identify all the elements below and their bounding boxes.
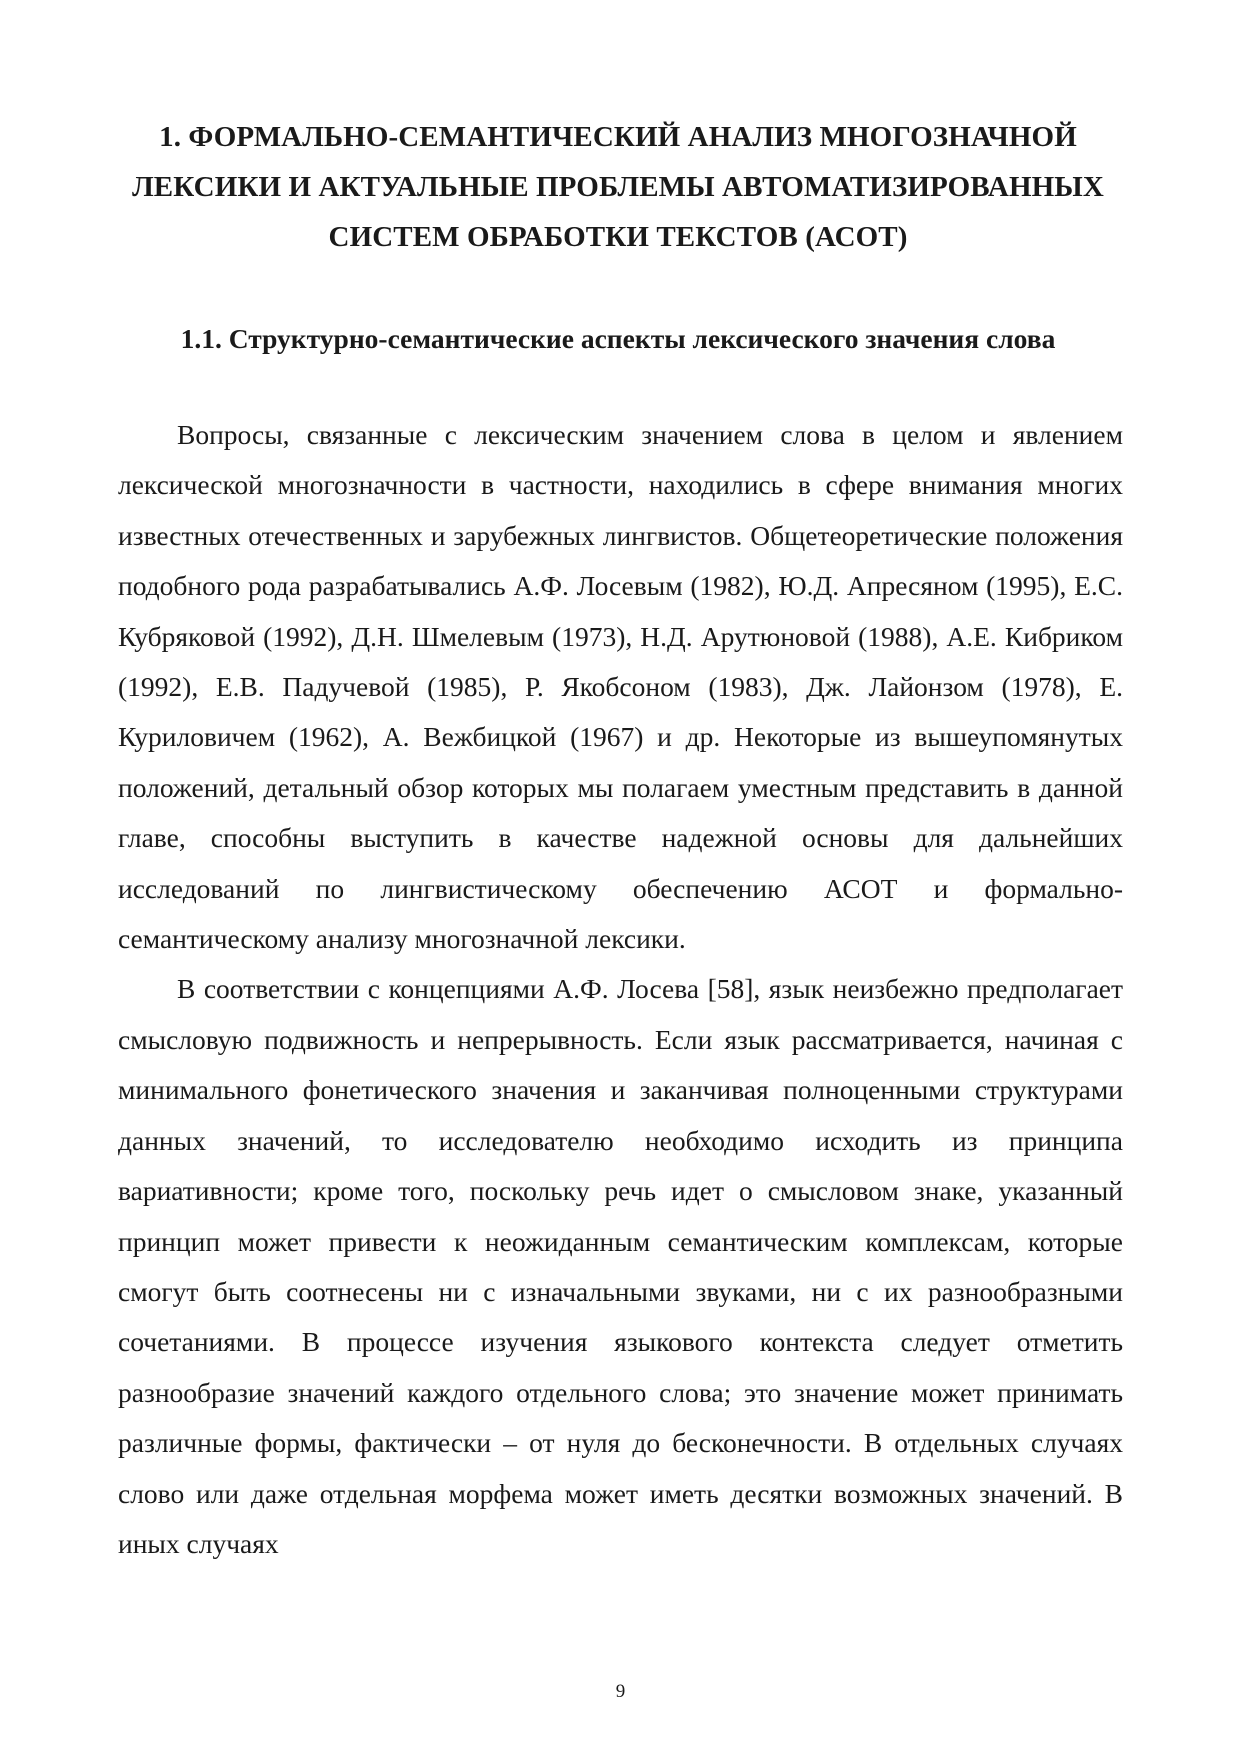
page-number: 9 (615, 1681, 626, 1702)
section-title: 1.1. Структурно-семантические аспекты лексического значения слова (180, 323, 1056, 354)
chapter-title-line: 1. ФОРМАЛЬНО-СЕМАНТИЧЕСКИЙ АНАЛИЗ МНОГОЗНАЧНОЙ (159, 121, 1077, 153)
chapter-title (118, 112, 1118, 262)
paragraph: В соответствии с концепциями А.Ф. Лосева [58], язык неизбежно предполагает смысловую подвижность и непрерывность. Если язык рассматривается, начиная с минимального фонетического значения и заканчивая полноценными структурами данных значений, то исследователю необходимо исходить из принципа вариативности; кроме того, поскольку речь идет о смысловом знаке, указанный принцип может привести к неожиданным семантическим комплексам, которые смогут быть соотнесены ни с изначальными звуками, ни с их разнообразными сочетаниями. В процессе изучения языкового контекста следует отметить разнообразие значений каждого отдельного слова; это значение может принимать различные формы, фактически – от нуля до бесконечности. В отдельных случаях слово или даже отдельная морфема может иметь десятки возможных значений. В иных случаях (118, 973, 1123, 1559)
paragraph: Вопросы, связанные с лексическим значением слова в целом и явлением лексической многозначности в частности, находились в сфере внимания многих известных отечественных и зарубежных лингвистов. Общетеоретические положения подобного рода разрабатывались А.Ф. Лосевым (1982), Ю.Д. Апресяном (1995), Е.С. Кубряковой (1992), Д.Н. Шмелевым (1973), Н.Д. Арутюновой (1988), А.Е. Кибриком (1992), Е.В. Падучевой (1985), Р. Якобсоном (1983), Дж. Лайонзом (1978), Е. Куриловичем (1962), А. Вежбицкой (1967) и др. Некоторые из вышеупомянутых положений, детальный обзор которых мы полагаем уместным представить в данной главе, способны выступить в качестве надежной основы для дальнейших исследований по лингвистическому обеспечению АСОТ и формально-семантическому анализу многозначной лексики. (118, 419, 1123, 955)
chapter-title-line: ЛЕКСИКИ И АКТУАЛЬНЫЕ ПРОБЛЕМЫ АВТОМАТИЗИРОВАННЫХ (132, 171, 1104, 203)
body-text (118, 410, 1123, 1569)
chapter-title-line: СИСТЕМ ОБРАБОТКИ ТЕКСТОВ (АСОТ) (328, 221, 908, 253)
